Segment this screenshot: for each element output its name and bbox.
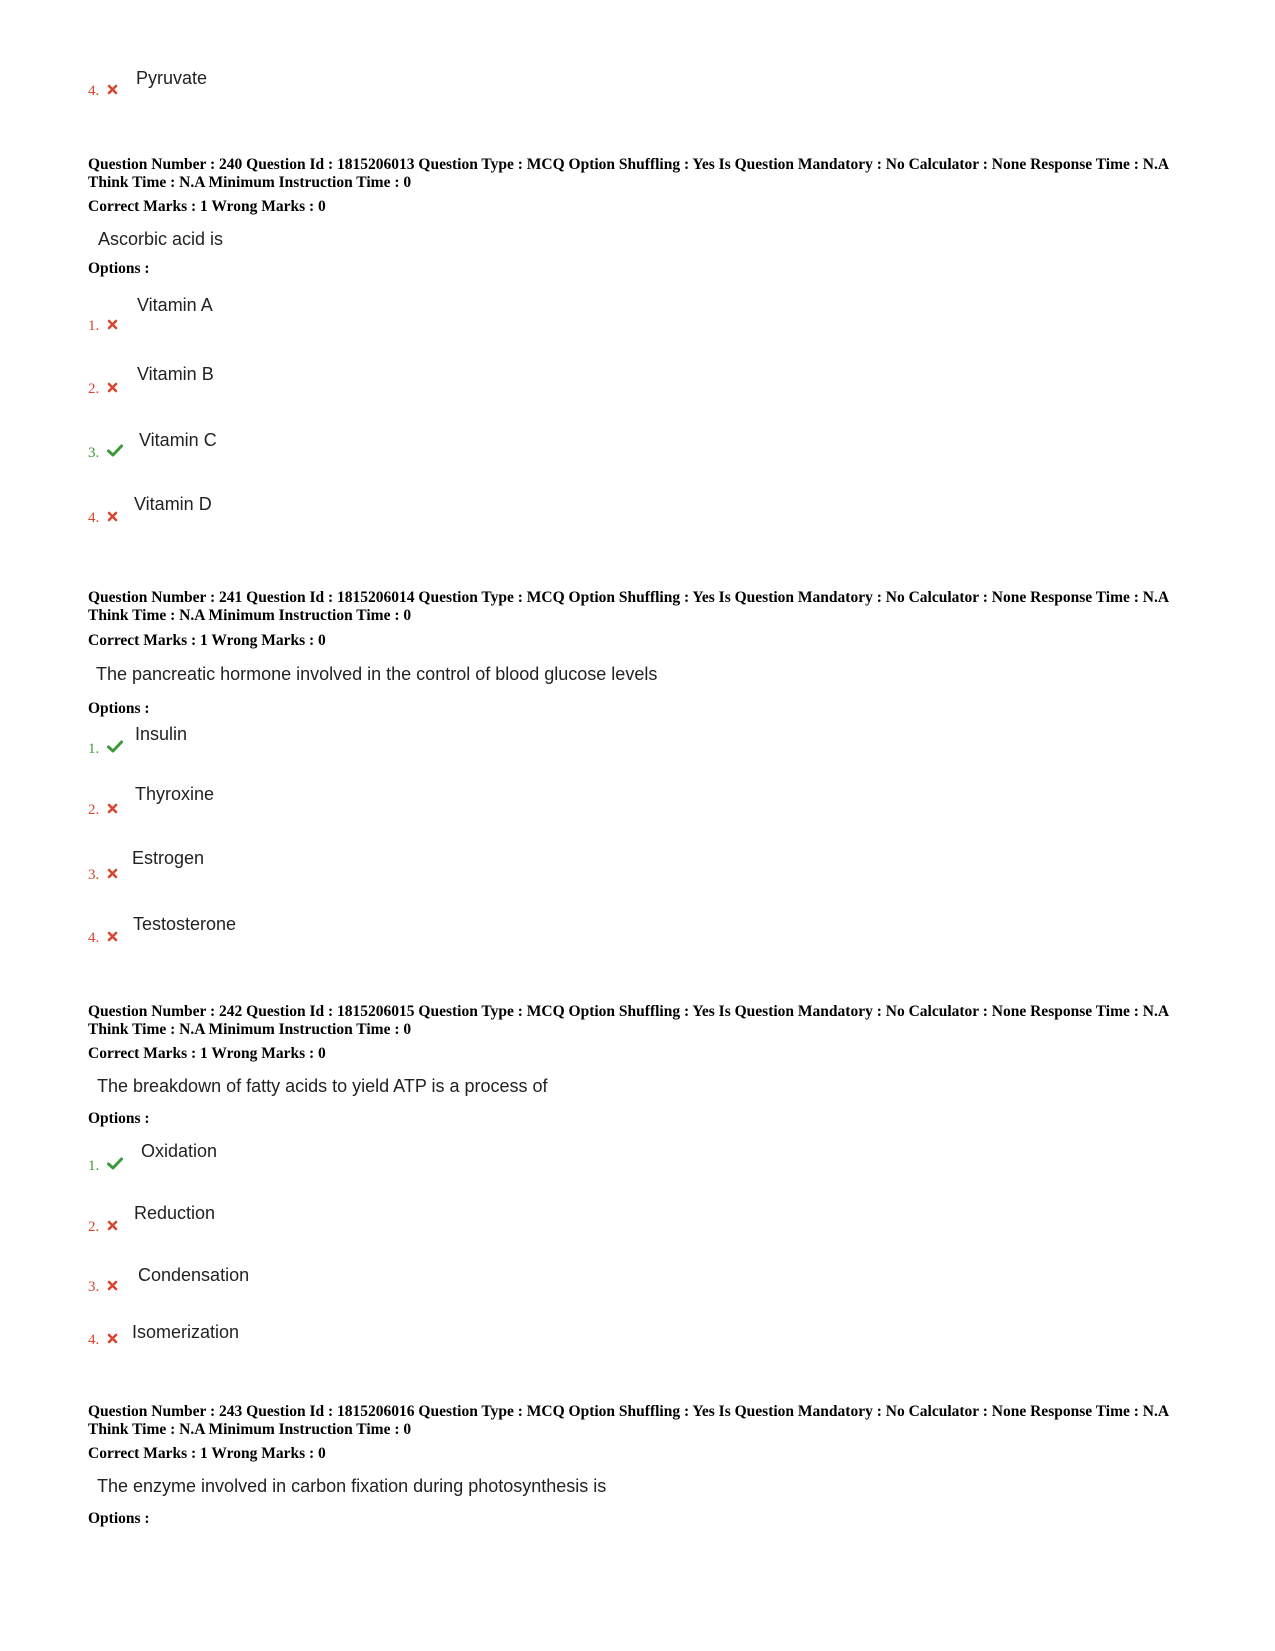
- option-text: Reduction: [134, 1203, 216, 1223]
- option-text: Vitamin C: [139, 430, 217, 450]
- option-number: 2.: [88, 801, 118, 819]
- cross-icon: [107, 509, 118, 527]
- option-number: 3.: [88, 1278, 118, 1296]
- options-label: Options :: [88, 700, 150, 717]
- option-text: Vitamin B: [137, 364, 214, 384]
- option-text: Vitamin D: [134, 494, 212, 514]
- option-number: 2.: [88, 380, 118, 398]
- question-text: The pancreatic hormone involved in the control of blood glucose levels: [96, 664, 658, 684]
- option-text: Isomerization: [132, 1322, 240, 1342]
- cross-icon: [107, 1331, 118, 1349]
- question-text: The breakdown of fatty acids to yield ATP is a process of: [97, 1076, 548, 1096]
- question-marks: Correct Marks : 1 Wrong Marks : 0: [88, 1045, 326, 1062]
- question-marks: Correct Marks : 1 Wrong Marks : 0: [88, 632, 326, 649]
- option-number: 3.: [88, 866, 118, 884]
- question-marks: Correct Marks : 1 Wrong Marks : 0: [88, 198, 326, 215]
- check-icon: [107, 1157, 123, 1175]
- option-text: Insulin: [135, 724, 188, 744]
- cross-icon: [107, 1278, 118, 1296]
- option-number: 3.: [88, 444, 123, 462]
- option-text: Vitamin A: [137, 295, 213, 315]
- options-label: Options :: [88, 1110, 150, 1127]
- cross-icon: [107, 929, 118, 947]
- question-meta: Question Number : 242 Question Id : 1815206015 Question Type : MCQ Option Shuffling : Yes Is Question Mandatory : No Calculator : None Response Time : N.A Think Time : N.A Minimum Instruction Time : 0: [88, 1003, 1169, 1038]
- option-number: 4.: [88, 929, 118, 947]
- cross-icon: [107, 1218, 118, 1236]
- cross-icon: [107, 380, 118, 398]
- option-number: 4.: [88, 509, 118, 527]
- question-meta: Question Number : 243 Question Id : 1815206016 Question Type : MCQ Option Shuffling : Yes Is Question Mandatory : No Calculator : None Response Time : N.A Think Time : N.A Minimum Instruction Time : 0: [88, 1403, 1169, 1438]
- option-number: 4.: [88, 1331, 118, 1349]
- question-meta: Question Number : 240 Question Id : 1815206013 Question Type : MCQ Option Shuffling : Yes Is Question Mandatory : No Calculator : None Response Time : N.A Think Time : N.A Minimum Instruction Time : 0: [88, 156, 1169, 191]
- question-meta: Question Number : 241 Question Id : 1815206014 Question Type : MCQ Option Shuffling : Yes Is Question Mandatory : No Calculator : None Response Time : N.A Think Time : N.A Minimum Instruction Time : 0: [88, 589, 1169, 624]
- question-text: The enzyme involved in carbon fixation during photosynthesis is: [97, 1476, 607, 1496]
- options-label: Options :: [88, 260, 150, 277]
- check-icon: [107, 444, 123, 462]
- option-text: Pyruvate: [136, 68, 208, 88]
- cross-icon: [107, 82, 118, 100]
- option-number: 1.: [88, 1157, 123, 1175]
- option-number: 1.: [88, 740, 123, 758]
- option-text: Testosterone: [133, 914, 237, 934]
- check-icon: [107, 740, 123, 758]
- option-number: 1.: [88, 317, 118, 335]
- cross-icon: [107, 866, 118, 884]
- option-number: 2.: [88, 1218, 118, 1236]
- question-marks: Correct Marks : 1 Wrong Marks : 0: [88, 1445, 326, 1462]
- cross-icon: [107, 317, 118, 335]
- option-text: Estrogen: [132, 848, 205, 868]
- option-number: 4.: [88, 82, 118, 100]
- question-text: Ascorbic acid is: [98, 229, 224, 249]
- option-text: Oxidation: [141, 1141, 218, 1161]
- options-label: Options :: [88, 1510, 150, 1527]
- option-text: Thyroxine: [135, 784, 215, 804]
- option-text: Condensation: [138, 1265, 250, 1285]
- cross-icon: [107, 801, 118, 819]
